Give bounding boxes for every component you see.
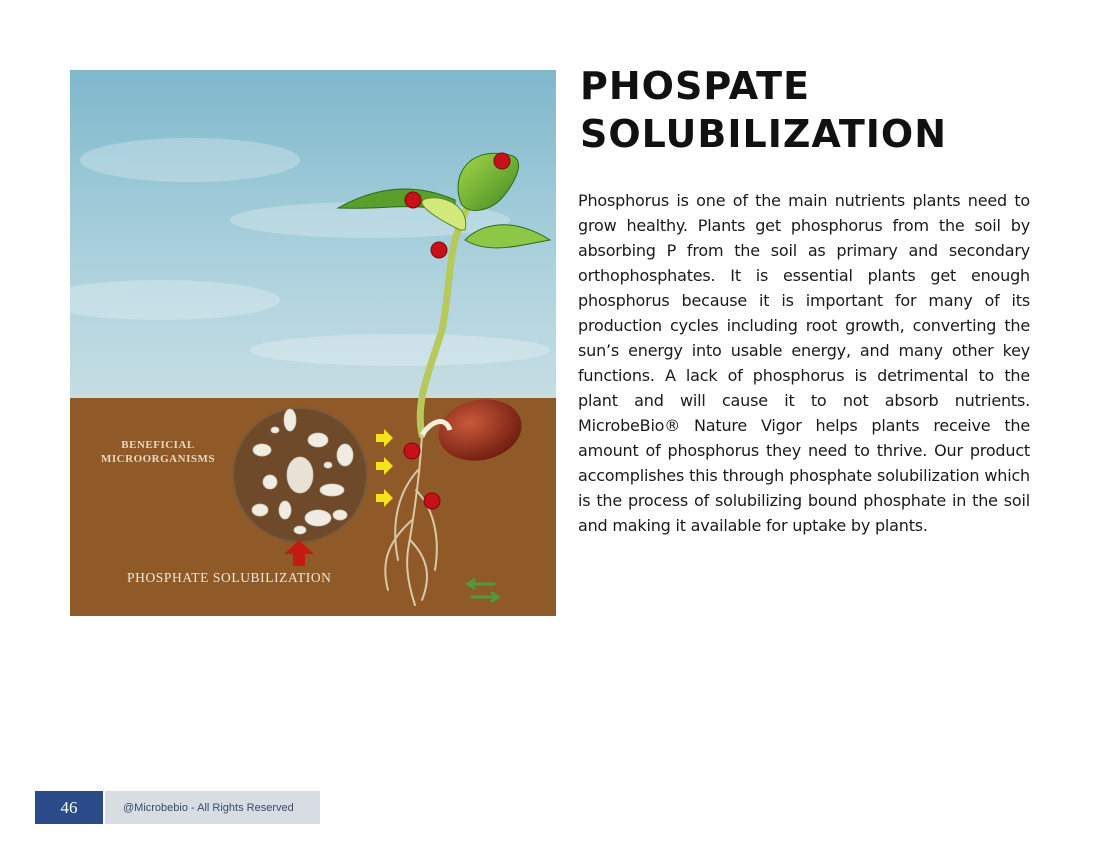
page-title [580, 62, 1050, 158]
beneficial-label-line2: MICROORGANISMS [101, 453, 215, 465]
title-line-1: PHOSPATE [580, 64, 811, 108]
copyright-notice: @Microbebio - All Rights Reserved [105, 791, 320, 824]
beneficial-label-line1: BENEFICIAL [121, 439, 195, 451]
plant-illustration [70, 70, 556, 616]
phosphate-solubilization-label: PHOSPHATE SOLUBILIZATION [127, 570, 332, 585]
title-line-2: SOLUBILIZATION [580, 112, 948, 156]
page-number: 46 [35, 791, 103, 824]
body-paragraph: Phosphorus is one of the main nutrients plants need to grow healthy. Plants get phosphorus from the soil by absorbing P from the soil as primary and secondary orthophosphates. It is essential plants get enough phosphorus because it is important for many of its production cycles including root growth, converting the sun’s energy into usable energy, and many other key functions. A lack of phosphorus is detrimental to the plant and will cause it to not absorb nutrients. MicrobeBio® Nature Vigor helps plants receive the amount of phosphorus they need to thrive. Our product accomplishes this through phosphate solubilization which is the process of solubilizing bound phosphate in the soil and making it available for uptake by plants. [578, 191, 1030, 535]
